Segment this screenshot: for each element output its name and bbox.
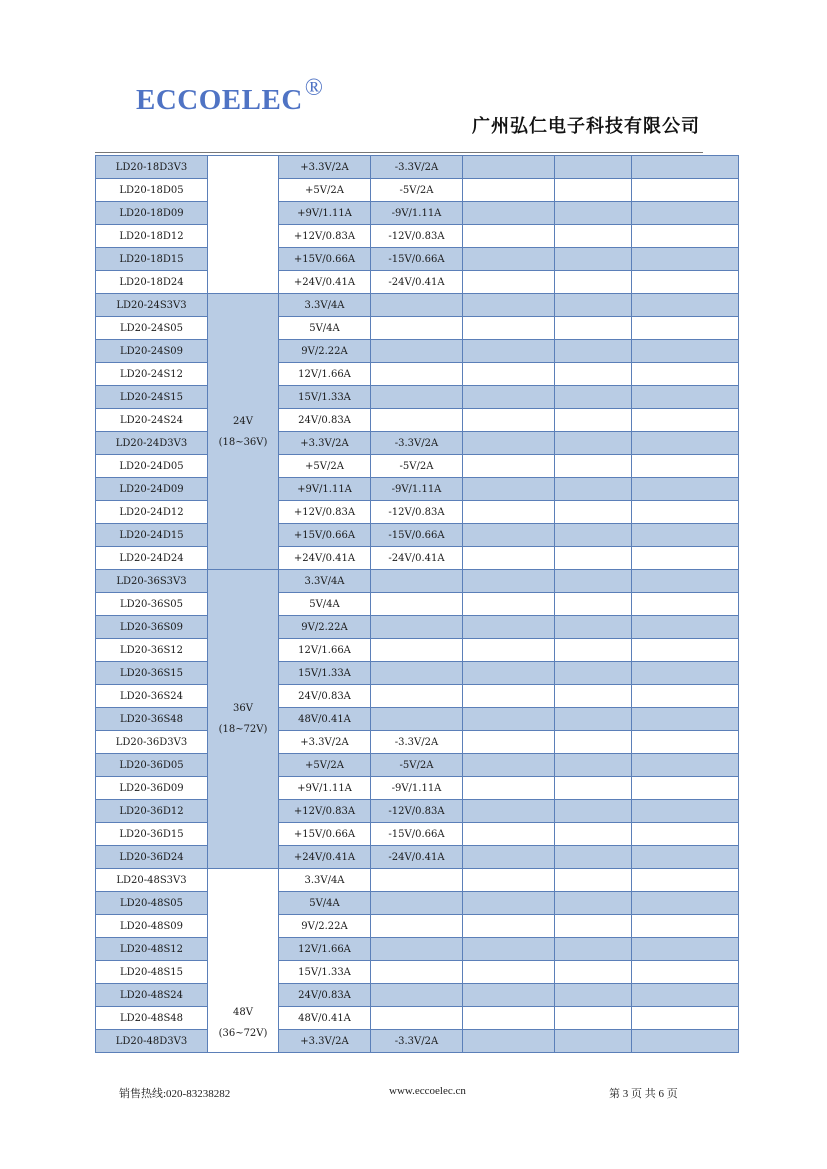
table-row	[96, 800, 739, 823]
output1-cell: 9V/2.22A	[279, 340, 371, 363]
table-row	[96, 202, 739, 225]
output2-cell	[371, 869, 463, 892]
output2-cell	[371, 639, 463, 662]
output2-cell: -24V/0.41A	[371, 846, 463, 869]
empty-cell	[463, 363, 555, 386]
empty-cell	[632, 938, 739, 961]
empty-cell	[555, 317, 632, 340]
table-row	[96, 892, 739, 915]
empty-cell	[555, 731, 632, 754]
empty-cell	[555, 386, 632, 409]
table-row	[96, 984, 739, 1007]
model-cell: LD20-18D3V3	[96, 156, 208, 179]
table-row	[96, 938, 739, 961]
output1-cell: 9V/2.22A	[279, 616, 371, 639]
empty-cell	[463, 501, 555, 524]
table-row	[96, 731, 739, 754]
empty-cell	[632, 846, 739, 869]
model-cell: LD20-36D24	[96, 846, 208, 869]
model-cell: LD20-36S09	[96, 616, 208, 639]
empty-cell	[555, 915, 632, 938]
empty-cell	[555, 340, 632, 363]
table-row	[96, 639, 739, 662]
empty-cell	[555, 708, 632, 731]
input-voltage-cell	[208, 869, 279, 1053]
output2-cell	[371, 915, 463, 938]
table-row	[96, 570, 739, 593]
output1-cell: 12V/1.66A	[279, 639, 371, 662]
model-cell: LD20-48D3V3	[96, 1030, 208, 1053]
empty-cell	[463, 685, 555, 708]
output2-cell	[371, 984, 463, 1007]
output1-cell: 48V/0.41A	[279, 708, 371, 731]
input-voltage: 24V	[233, 415, 253, 427]
model-cell: LD20-36S12	[96, 639, 208, 662]
empty-cell	[463, 1030, 555, 1053]
table-row	[96, 869, 739, 892]
empty-cell	[555, 662, 632, 685]
model-cell: LD20-18D09	[96, 202, 208, 225]
output2-cell: -15V/0.66A	[371, 248, 463, 271]
empty-cell	[632, 409, 739, 432]
output2-cell: -24V/0.41A	[371, 271, 463, 294]
input-voltage-cell	[208, 570, 279, 869]
input-voltage: 48V	[233, 1007, 253, 1018]
empty-cell	[463, 225, 555, 248]
output2-cell: -15V/0.66A	[371, 823, 463, 846]
input-voltage-cell	[208, 156, 279, 294]
model-cell: LD20-48S48	[96, 1007, 208, 1030]
output2-cell: -3.3V/2A	[371, 432, 463, 455]
output2-cell: -15V/0.66A	[371, 524, 463, 547]
output1-cell: 48V/0.41A	[279, 1007, 371, 1030]
website-link[interactable]: www.eccoelec.cn	[389, 1085, 466, 1097]
empty-cell	[463, 616, 555, 639]
model-cell: LD20-24D05	[96, 455, 208, 478]
empty-cell	[555, 478, 632, 501]
empty-cell	[632, 1007, 739, 1030]
empty-cell	[632, 869, 739, 892]
empty-cell	[632, 892, 739, 915]
empty-cell	[555, 202, 632, 225]
output2-cell: -3.3V/2A	[371, 731, 463, 754]
empty-cell	[555, 1030, 632, 1053]
table-row	[96, 593, 739, 616]
empty-cell	[463, 248, 555, 271]
empty-cell	[632, 340, 739, 363]
empty-cell	[463, 570, 555, 593]
empty-cell	[632, 823, 739, 846]
output2-cell: -5V/2A	[371, 455, 463, 478]
empty-cell	[555, 593, 632, 616]
output2-cell: -9V/1.11A	[371, 777, 463, 800]
model-cell: LD20-36D3V3	[96, 731, 208, 754]
output2-cell	[371, 892, 463, 915]
empty-cell	[555, 524, 632, 547]
empty-cell	[555, 570, 632, 593]
empty-cell	[463, 961, 555, 984]
output1-cell: +3.3V/2A	[279, 432, 371, 455]
output2-cell: -5V/2A	[371, 179, 463, 202]
empty-cell	[632, 777, 739, 800]
empty-cell	[463, 984, 555, 1007]
empty-cell	[555, 547, 632, 570]
empty-cell	[555, 455, 632, 478]
output1-cell: 5V/4A	[279, 317, 371, 340]
output2-cell: -9V/1.11A	[371, 478, 463, 501]
input-voltage-cell	[208, 294, 279, 570]
empty-cell	[463, 1007, 555, 1030]
table-row	[96, 432, 739, 455]
empty-cell	[463, 271, 555, 294]
output2-cell	[371, 938, 463, 961]
table-row	[96, 340, 739, 363]
model-cell: LD20-36S3V3	[96, 570, 208, 593]
empty-cell	[463, 708, 555, 731]
empty-cell	[632, 570, 739, 593]
empty-cell	[463, 340, 555, 363]
empty-cell	[463, 892, 555, 915]
output2-cell	[371, 961, 463, 984]
empty-cell	[632, 547, 739, 570]
empty-cell	[555, 823, 632, 846]
table-row	[96, 363, 739, 386]
logo-text: ECCOELEC	[136, 84, 303, 116]
empty-cell	[632, 639, 739, 662]
empty-cell	[555, 501, 632, 524]
empty-cell	[632, 294, 739, 317]
output1-cell: 24V/0.83A	[279, 409, 371, 432]
output1-cell: 24V/0.83A	[279, 984, 371, 1007]
model-cell: LD20-24S15	[96, 386, 208, 409]
empty-cell	[463, 754, 555, 777]
model-cell: LD20-24D12	[96, 501, 208, 524]
model-cell: LD20-24D15	[96, 524, 208, 547]
empty-cell	[632, 685, 739, 708]
output1-cell: +24V/0.41A	[279, 547, 371, 570]
model-cell: LD20-24S3V3	[96, 294, 208, 317]
output1-cell: 5V/4A	[279, 593, 371, 616]
model-cell: LD20-18D05	[96, 179, 208, 202]
empty-cell	[632, 961, 739, 984]
empty-cell	[555, 800, 632, 823]
product-spec-table	[95, 155, 739, 1053]
empty-cell	[463, 593, 555, 616]
empty-cell	[632, 363, 739, 386]
empty-cell	[632, 731, 739, 754]
model-cell: LD20-24S24	[96, 409, 208, 432]
output1-cell: +12V/0.83A	[279, 501, 371, 524]
model-cell: LD20-36S24	[96, 685, 208, 708]
empty-cell	[632, 455, 739, 478]
empty-cell	[463, 455, 555, 478]
empty-cell	[555, 984, 632, 1007]
empty-cell	[463, 524, 555, 547]
empty-cell	[555, 156, 632, 179]
table-row	[96, 225, 739, 248]
empty-cell	[632, 984, 739, 1007]
table-row	[96, 823, 739, 846]
table-row	[96, 662, 739, 685]
output2-cell	[371, 363, 463, 386]
model-cell: LD20-24S12	[96, 363, 208, 386]
table-row	[96, 386, 739, 409]
empty-cell	[555, 363, 632, 386]
table-row	[96, 524, 739, 547]
empty-cell	[463, 869, 555, 892]
empty-cell	[555, 225, 632, 248]
output2-cell	[371, 662, 463, 685]
output1-cell: +9V/1.11A	[279, 777, 371, 800]
empty-cell	[632, 156, 739, 179]
model-cell: LD20-48S15	[96, 961, 208, 984]
table-row	[96, 754, 739, 777]
table-row	[96, 1007, 739, 1030]
empty-cell	[555, 938, 632, 961]
output2-cell	[371, 386, 463, 409]
empty-cell	[555, 685, 632, 708]
model-cell: LD20-48S3V3	[96, 869, 208, 892]
table-row	[96, 685, 739, 708]
empty-cell	[555, 271, 632, 294]
output1-cell: +3.3V/2A	[279, 156, 371, 179]
empty-cell	[632, 248, 739, 271]
empty-cell	[555, 869, 632, 892]
input-voltage: 36V	[233, 703, 253, 714]
output2-cell: -12V/0.83A	[371, 225, 463, 248]
empty-cell	[555, 892, 632, 915]
empty-cell	[555, 294, 632, 317]
model-cell: LD20-24D3V3	[96, 432, 208, 455]
table-row	[96, 478, 739, 501]
model-cell: LD20-24D09	[96, 478, 208, 501]
page-number: 第 3 页 共 6 页	[609, 1088, 678, 1100]
empty-cell	[463, 846, 555, 869]
model-cell: LD20-48S09	[96, 915, 208, 938]
output1-cell: 24V/0.83A	[279, 685, 371, 708]
output1-cell: 3.3V/4A	[279, 869, 371, 892]
table-row	[96, 961, 739, 984]
output1-cell: 5V/4A	[279, 892, 371, 915]
empty-cell	[555, 754, 632, 777]
output2-cell	[371, 685, 463, 708]
empty-cell	[555, 179, 632, 202]
output2-cell	[371, 409, 463, 432]
table-row	[96, 547, 739, 570]
output2-cell	[371, 616, 463, 639]
model-cell: LD20-48S05	[96, 892, 208, 915]
output1-cell: +5V/2A	[279, 179, 371, 202]
empty-cell	[632, 616, 739, 639]
empty-cell	[632, 478, 739, 501]
empty-cell	[463, 202, 555, 225]
model-cell: LD20-18D12	[96, 225, 208, 248]
model-cell: LD20-36D12	[96, 800, 208, 823]
table-row	[96, 616, 739, 639]
output1-cell: 15V/1.33A	[279, 961, 371, 984]
output2-cell: -9V/1.11A	[371, 202, 463, 225]
output2-cell: -5V/2A	[371, 754, 463, 777]
company-name: 广州弘仁电子科技有限公司	[472, 116, 700, 137]
empty-cell	[632, 915, 739, 938]
registered-mark: ®	[304, 75, 324, 101]
empty-cell	[555, 432, 632, 455]
table-row	[96, 317, 739, 340]
table-row	[96, 409, 739, 432]
output1-cell: +9V/1.11A	[279, 202, 371, 225]
empty-cell	[632, 754, 739, 777]
empty-cell	[463, 938, 555, 961]
empty-cell	[632, 271, 739, 294]
empty-cell	[555, 846, 632, 869]
model-cell: LD20-24S05	[96, 317, 208, 340]
table-row	[96, 846, 739, 869]
empty-cell	[632, 708, 739, 731]
output1-cell: +3.3V/2A	[279, 731, 371, 754]
output1-cell: +9V/1.11A	[279, 478, 371, 501]
output2-cell	[371, 708, 463, 731]
model-cell: LD20-24D24	[96, 547, 208, 570]
table-row	[96, 455, 739, 478]
table-row	[96, 501, 739, 524]
output2-cell	[371, 317, 463, 340]
table-row	[96, 777, 739, 800]
output2-cell: -3.3V/2A	[371, 1030, 463, 1053]
empty-cell	[555, 961, 632, 984]
output1-cell: 15V/1.33A	[279, 662, 371, 685]
output1-cell: +12V/0.83A	[279, 225, 371, 248]
empty-cell	[555, 616, 632, 639]
empty-cell	[632, 593, 739, 616]
empty-cell	[463, 731, 555, 754]
sales-hotline: 销售热线:020-83238282	[119, 1088, 231, 1100]
model-cell: LD20-36S48	[96, 708, 208, 731]
output2-cell: -12V/0.83A	[371, 501, 463, 524]
table-row	[96, 156, 739, 179]
empty-cell	[632, 225, 739, 248]
empty-cell	[463, 915, 555, 938]
empty-cell	[463, 547, 555, 570]
output2-cell: -12V/0.83A	[371, 800, 463, 823]
output1-cell: +5V/2A	[279, 754, 371, 777]
empty-cell	[463, 179, 555, 202]
input-voltage-range: (18~72V)	[218, 724, 268, 735]
input-voltage-range: (36~72V)	[218, 1028, 268, 1039]
model-cell: LD20-36S05	[96, 593, 208, 616]
output1-cell: +24V/0.41A	[279, 271, 371, 294]
model-cell: LD20-24S09	[96, 340, 208, 363]
table-row	[96, 179, 739, 202]
model-cell: LD20-36S15	[96, 662, 208, 685]
empty-cell	[463, 478, 555, 501]
empty-cell	[632, 800, 739, 823]
output1-cell: 3.3V/4A	[279, 294, 371, 317]
empty-cell	[463, 823, 555, 846]
empty-cell	[632, 1030, 739, 1053]
output1-cell: +5V/2A	[279, 455, 371, 478]
output1-cell: +15V/0.66A	[279, 823, 371, 846]
empty-cell	[555, 1007, 632, 1030]
company-logo	[136, 75, 324, 117]
empty-cell	[632, 386, 739, 409]
output2-cell	[371, 340, 463, 363]
header-divider	[95, 152, 703, 153]
empty-cell	[463, 432, 555, 455]
empty-cell	[632, 432, 739, 455]
model-cell: LD20-48S24	[96, 984, 208, 1007]
empty-cell	[463, 800, 555, 823]
table-row	[96, 915, 739, 938]
empty-cell	[463, 156, 555, 179]
table-row	[96, 294, 739, 317]
empty-cell	[463, 409, 555, 432]
output1-cell: +15V/0.66A	[279, 248, 371, 271]
model-cell: LD20-36D05	[96, 754, 208, 777]
empty-cell	[463, 294, 555, 317]
table-row	[96, 708, 739, 731]
empty-cell	[463, 639, 555, 662]
output1-cell: 12V/1.66A	[279, 938, 371, 961]
output1-cell: 15V/1.33A	[279, 386, 371, 409]
output1-cell: +12V/0.83A	[279, 800, 371, 823]
output2-cell	[371, 570, 463, 593]
output2-cell	[371, 1007, 463, 1030]
output1-cell: 12V/1.66A	[279, 363, 371, 386]
empty-cell	[632, 202, 739, 225]
output2-cell	[371, 294, 463, 317]
output2-cell	[371, 593, 463, 616]
empty-cell	[463, 317, 555, 340]
model-cell: LD20-36D15	[96, 823, 208, 846]
table-row	[96, 1030, 739, 1053]
model-cell: LD20-18D24	[96, 271, 208, 294]
output1-cell: +24V/0.41A	[279, 846, 371, 869]
empty-cell	[632, 662, 739, 685]
spec-table-body	[96, 156, 739, 1053]
empty-cell	[632, 179, 739, 202]
empty-cell	[463, 662, 555, 685]
output1-cell: 3.3V/4A	[279, 570, 371, 593]
empty-cell	[632, 524, 739, 547]
output1-cell: +15V/0.66A	[279, 524, 371, 547]
output1-cell: 9V/2.22A	[279, 915, 371, 938]
table-row	[96, 248, 739, 271]
empty-cell	[555, 409, 632, 432]
empty-cell	[463, 777, 555, 800]
empty-cell	[555, 777, 632, 800]
model-cell: LD20-18D15	[96, 248, 208, 271]
empty-cell	[632, 317, 739, 340]
empty-cell	[632, 501, 739, 524]
empty-cell	[463, 386, 555, 409]
table-row	[96, 271, 739, 294]
empty-cell	[555, 248, 632, 271]
input-voltage-range: (18~36V)	[218, 436, 268, 448]
empty-cell	[555, 639, 632, 662]
model-cell: LD20-48S12	[96, 938, 208, 961]
output1-cell: +3.3V/2A	[279, 1030, 371, 1053]
output2-cell: -24V/0.41A	[371, 547, 463, 570]
model-cell: LD20-36D09	[96, 777, 208, 800]
output2-cell: -3.3V/2A	[371, 156, 463, 179]
